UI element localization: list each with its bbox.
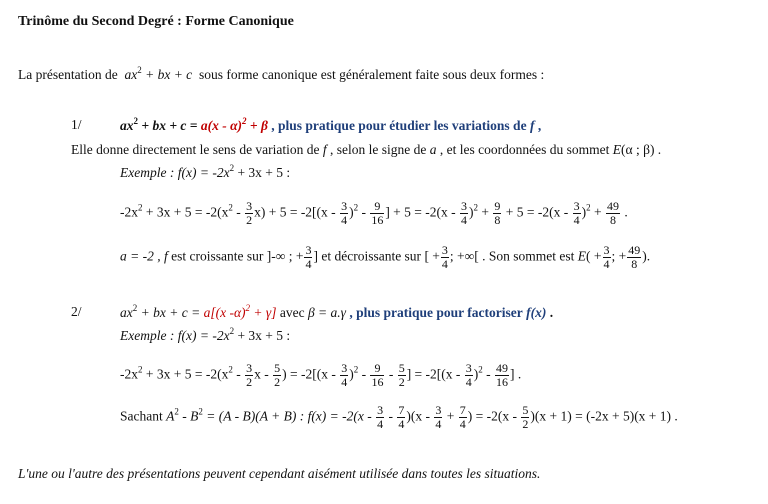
form2-example: Exemple : $f(x) = -2x^2 + 3x + 5$ : <box>120 326 291 343</box>
form1-description: Elle donne directement le sens de variation de f , selon le signe de a , et les coordonnées du sommet E(α ; β) . <box>71 142 662 157</box>
form1-number: 1/ <box>71 117 82 132</box>
form2-formula: $ax^2$ + bx + c = a[(x -α)$^2$ + γ] avec β = a.γ , plus pratique pour factoriser f(x) . <box>120 303 554 320</box>
form1-calculation: $-2x^2 + 3x + 5 = -2(x^2$ - $\frac{3}{2}$ x) + 5 = -2[(x - $\frac{3}{4}$ )$^2$ - $\frac{9}{16}$ ] + 5 = -2(x - $\frac{3}{4}$ )$^2$ + $\frac{9}{8}$ + 5 = -2(x - $\frac{3}{4}$ )$^2$ + $\frac{49}{8}$ . <box>120 199 628 227</box>
form1-variations: a = -2 , f est croissante sur ]-∞ ; + $\frac{3}{4}$ ] et décroissante sur [ + $\frac{3}{4}$ ; +∞[ . Son sommet est E( + $\frac{3}{4}$ ; + $\frac{49}{8}$ ). <box>120 243 651 271</box>
form1-example: Exemple : $f(x) = -2x^2 + 3x + 5$ : <box>120 163 291 180</box>
form2-number: 2/ <box>71 304 82 319</box>
form2-calculation: $-2x^2 + 3x + 5 = -2(x^2$ - $\frac{3}{2}$ x - $\frac{5}{2}$ ) = -2[(x - $\frac{3}{4}$ )$^2$ - $\frac{9}{16}$ - $\frac{5}{2}$ ] = -2[(x - $\frac{3}{4}$ )$^2$ - $\frac{49}{16}$ ] . <box>120 361 522 389</box>
form1-formula: $ax^2$ + bx + c = a(x - α)$^2$ + β , plus pratique pour étudier les variations de f , <box>120 116 542 133</box>
page-title: Trinôme du Second Degré : Forme Canonique <box>18 14 294 29</box>
intro-paragraph: La présentation de $ax^2$ + bx + c sous forme canonique est généralement faite sous deux formes : <box>18 65 545 82</box>
conclusion: L'une ou l'autre des présentations peuvent cependant aisément utilisée dans toutes les situations. <box>18 466 541 481</box>
form2-factorisation: Sachant $A^2 - B^2 = (A - B)(A + B)$ : f(x) = -2(x - $\frac{3}{4}$ - $\frac{7}{4}$ )(x - $\frac{3}{4}$ + $\frac{7}{4}$ ) = -2(x - $\frac{5}{2}$ )(x + 1) = (-2x + 5)(x + 1) . <box>120 403 678 431</box>
